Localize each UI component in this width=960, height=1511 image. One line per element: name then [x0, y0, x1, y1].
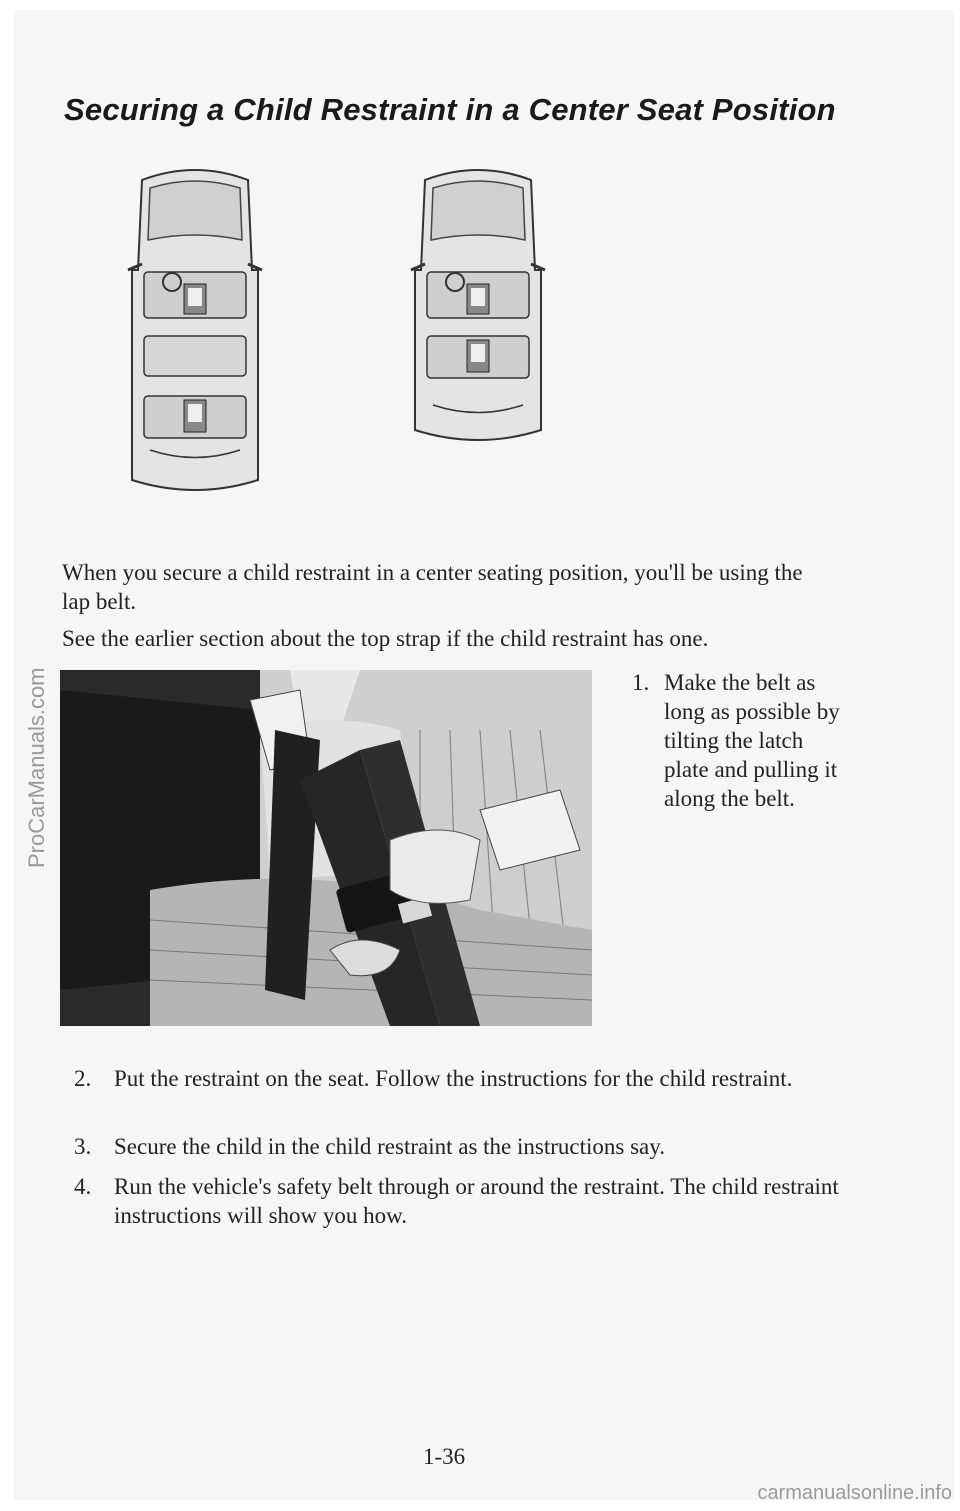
side-watermark-text: ProCarManuals.com: [24, 667, 49, 868]
vehicle-diagram-three-row: [120, 160, 270, 500]
top-strap-paragraph: See the earlier section about the top strap if the child restraint has one.: [62, 626, 709, 651]
step-text: Run the vehicle's safety belt through or around the restraint. The child restraint instructions will show you how.: [114, 1174, 839, 1228]
step-number: 3.: [74, 1134, 92, 1159]
step-text: Put the restraint on the seat. Follow the instructions for the child restraint.: [114, 1066, 793, 1091]
step-text: Make the belt as long as possible by tilting the latch plate and pulling it along the belt.: [664, 670, 840, 811]
step-number: 1.: [632, 670, 650, 695]
side-watermark: [22, 640, 52, 870]
vehicle-diagram-two-row: [403, 160, 553, 450]
step-2: [74, 1064, 864, 1093]
intro-paragraph: When you secure a child restraint in a center seating position, you'll be using the lap belt.: [62, 560, 803, 614]
page-title: Securing a Child Restraint in a Center Seat Position: [64, 92, 836, 127]
page-number: 1-36: [423, 1444, 466, 1469]
step-1: [632, 668, 852, 813]
step-number: 4.: [74, 1174, 92, 1199]
lap-belt-photo: [60, 670, 592, 1026]
step-number: 2.: [74, 1066, 92, 1091]
step-text: Secure the child in the child restraint as the instructions say.: [114, 1134, 666, 1159]
footer-watermark: carmanualsonline.info: [757, 1482, 952, 1504]
step-4: [74, 1172, 864, 1230]
step-3: [74, 1132, 864, 1161]
